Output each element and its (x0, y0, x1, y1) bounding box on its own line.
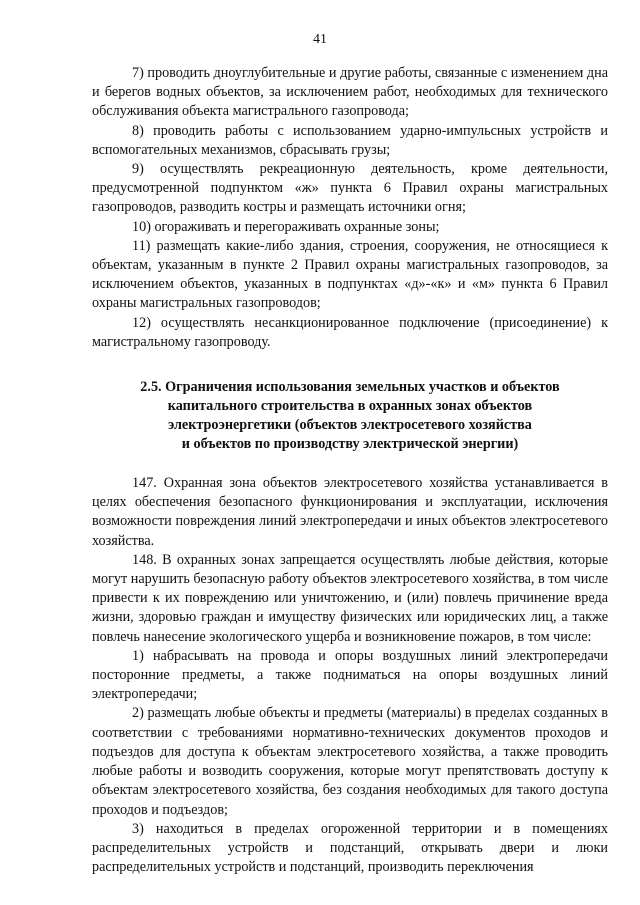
paragraph-item-11: 11) размещать какие-либо здания, строения, сооружения, не относящиеся к объектам, указанным в пункте 2 Правил охраны магистральных газопроводов, за исключением объектов, указанных в подпунктах «д»-«к» и «м» пункта 6 Правил охраны магистральных газопроводов; (92, 237, 608, 312)
paragraph-148-item-2: 2) размещать любые объекты и предметы (материалы) в пределах созданных в соответствии с требованиями нормативно-технических документов проходов и подъездов для доступа к объектам электросетевого хозяйства, а также проводить любые работы и возводить сооружения, которые могут препятствовать доступу к объектам электросетевого хозяйства, без создания необходимых для такого доступа проходов и подъездов; (92, 705, 608, 818)
heading-line-1: 2.5. Ограничения использования земельных участков и объектов (140, 379, 560, 396)
heading-line-4: и объектов по производству электрической энергии) (181, 436, 519, 453)
paragraph-item-9: 9) осуществлять рекреационную деятельность, кроме деятельности, предусмотренной подпунктом «ж» пункта 6 Правил охраны магистральных газопроводов, разводить костры и размещать источники огня; (92, 161, 608, 216)
heading-line-3: электроэнергетики (объектов электросетевого хозяйства (168, 417, 532, 434)
paragraph-item-10: 10) огораживать и перегораживать охранные зоны; (132, 218, 440, 235)
paragraph-item-8: 8) проводить работы с использованием ударно-импульсных устройств и вспомогательных механизмов, сбрасывать грузы; (92, 122, 608, 158)
document-body (92, 64, 608, 877)
page-number: 41 (313, 32, 327, 47)
paragraph-148-item-3: 3) находиться в пределах огороженной территории и в помещениях распределительных устройств и подстанций, открывать двери и люки распределительных устройств и подстанций, производить переключения (92, 820, 608, 876)
paragraph-item-7: 7) проводить дноуглубительные и другие работы, связанные с изменением дна и берегов водных объектов, за исключением работ, необходимых для технического обслуживания объекта магистрального газопровода; (92, 65, 608, 120)
paragraph-148-item-1: 1) набрасывать на провода и опоры воздушных линий электропередачи посторонние предметы, а также подниматься на опоры воздушных линий электропередачи; (92, 647, 608, 703)
paragraph-147: 147. Охранная зона объектов электросетевого хозяйства устанавливается в целях обеспечения безопасного функционирования и эксплуатации, исключения возможности повреждения линий электропередачи и иных объектов электросетевого хозяйства. (92, 475, 608, 549)
section-heading (92, 378, 608, 454)
heading-line-2: капитального строительства в охранных зонах объектов (167, 398, 533, 415)
paragraph-148: 148. В охранных зонах запрещается осуществлять любые действия, которые могут нарушить безопасную работу объектов электросетевого хозяйства, в том числе привести к их повреждению или уничтожению, и (или) повлечь причинение вреда жизни, здоровью граждан и имуществу физических или юридических лиц, а также повлечь нанесение экологического ущерба и возникновение пожаров, в том числе: (92, 551, 608, 645)
paragraph-item-12: 12) осуществлять несанкционированное подключение (присоединение) к магистральному газопроводу. (92, 314, 608, 350)
